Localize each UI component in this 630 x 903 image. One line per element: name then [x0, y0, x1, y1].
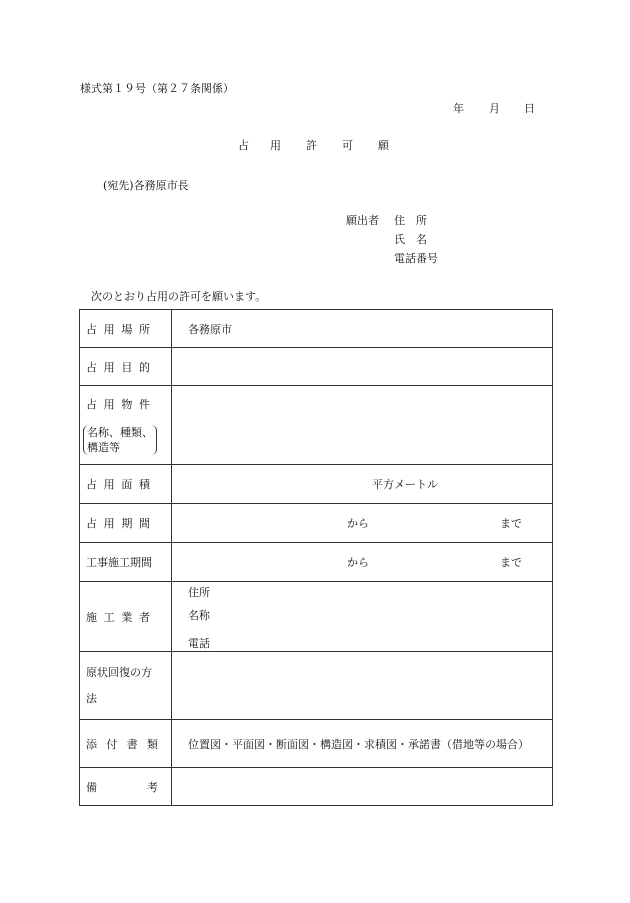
construction-from: から: [347, 556, 369, 569]
title-char: 願: [378, 139, 389, 152]
addressee: (宛先)各務原市長: [103, 179, 189, 192]
remarks-label: [80, 768, 172, 806]
label-char: 用: [103, 360, 115, 374]
attachments-value: 位置図・平面図・断面図・構造図・求積図・承諾書（借地等の場合）: [188, 737, 529, 751]
title-char: 許: [306, 139, 317, 152]
label-char: 用: [103, 322, 115, 336]
purpose-value-field[interactable]: [172, 348, 553, 386]
row-place: [80, 310, 553, 348]
label-char: 的: [138, 360, 150, 374]
label-char: 所: [138, 322, 150, 336]
area-label: [80, 465, 172, 504]
attachments-value-field: [172, 720, 553, 768]
label-char: 工: [103, 610, 115, 624]
title-char: 用: [270, 139, 281, 152]
construction-to: まで: [500, 556, 522, 569]
object-note-line: 名称、種類、: [87, 426, 153, 439]
place-label: [80, 310, 172, 348]
label-char: 物: [121, 398, 133, 411]
place-value-field[interactable]: [172, 310, 553, 348]
contractor-value-field[interactable]: [172, 582, 553, 652]
period-value-field[interactable]: [172, 504, 553, 543]
applicant-address-label: 住 所: [394, 214, 427, 227]
label-char: 施: [86, 610, 97, 624]
restoration-value-field[interactable]: [172, 652, 553, 720]
applicant-phone-label: 電話番号: [394, 252, 438, 265]
construction-period-label: [80, 543, 172, 582]
area-value-field[interactable]: [172, 465, 553, 504]
label-char: 添: [86, 737, 97, 751]
row-remarks: [80, 768, 553, 806]
object-value-field[interactable]: [172, 386, 553, 465]
label-char: 類: [146, 737, 158, 751]
restoration-label-line: 原状回復の方: [86, 665, 152, 679]
place-value: 各務原市: [188, 322, 232, 336]
date-day-label: 日: [524, 102, 535, 115]
label-char: 占: [86, 517, 97, 530]
area-unit: 平方メートル: [372, 478, 438, 491]
label-char: 占: [86, 398, 97, 411]
date-month-label: 月: [489, 102, 500, 115]
construction-period-label-text: 工事施工期間: [86, 556, 152, 569]
row-contractor: [80, 582, 553, 652]
label-char: 間: [138, 517, 150, 530]
attachments-label: [80, 720, 172, 768]
label-char: 場: [121, 322, 133, 336]
label-char: 期: [121, 517, 133, 530]
label-char: 占: [86, 360, 97, 374]
contractor-address-label: 住所: [188, 586, 210, 599]
application-table: [79, 309, 553, 806]
label-char: 占: [86, 478, 97, 491]
label-char: 用: [103, 517, 115, 530]
row-attachments: [80, 720, 553, 768]
date-year-label: 年: [453, 102, 464, 115]
purpose-label: [80, 348, 172, 386]
object-note: [83, 425, 157, 455]
title-char: 可: [342, 139, 353, 152]
intro-text: 次のとおり占用の許可を願います。: [91, 290, 267, 303]
row-purpose: [80, 348, 553, 386]
label-char: 備: [86, 780, 97, 794]
label-char: 者: [138, 610, 150, 624]
label-char: 書: [126, 737, 138, 751]
construction-period-value-field[interactable]: [172, 543, 553, 582]
applicant-label: 願出者: [346, 214, 379, 227]
title-char: 占: [238, 139, 249, 152]
row-area: [80, 465, 553, 504]
contractor-name-label: 名称: [188, 609, 210, 622]
label-char: 積: [138, 478, 150, 491]
remarks-value-field[interactable]: [172, 768, 553, 806]
label-char: 件: [138, 398, 150, 411]
applicant-name-label: 氏 名: [394, 233, 427, 246]
period-to: まで: [500, 517, 522, 530]
object-note-line: 構造等: [87, 441, 120, 454]
contractor-phone-label: 電話: [188, 637, 210, 650]
period-from: から: [347, 517, 369, 530]
form-number: 様式第１９号（第２７条関係）: [80, 82, 234, 95]
label-char: 業: [121, 610, 133, 624]
label-char: 占: [86, 322, 97, 336]
contractor-label: [80, 582, 172, 652]
object-label: [80, 386, 172, 465]
label-char: 目: [121, 360, 133, 374]
label-char: 考: [147, 780, 158, 794]
row-object: [80, 386, 553, 465]
restoration-label: [80, 652, 172, 720]
restoration-label-line: 法: [86, 691, 97, 705]
row-construction-period: [80, 543, 553, 582]
label-char: 付: [106, 737, 118, 751]
label-char: 面: [121, 478, 133, 491]
label-char: 用: [103, 478, 115, 491]
row-period: [80, 504, 553, 543]
period-label: [80, 504, 172, 543]
row-restoration: [80, 652, 553, 720]
label-char: 用: [103, 398, 115, 411]
